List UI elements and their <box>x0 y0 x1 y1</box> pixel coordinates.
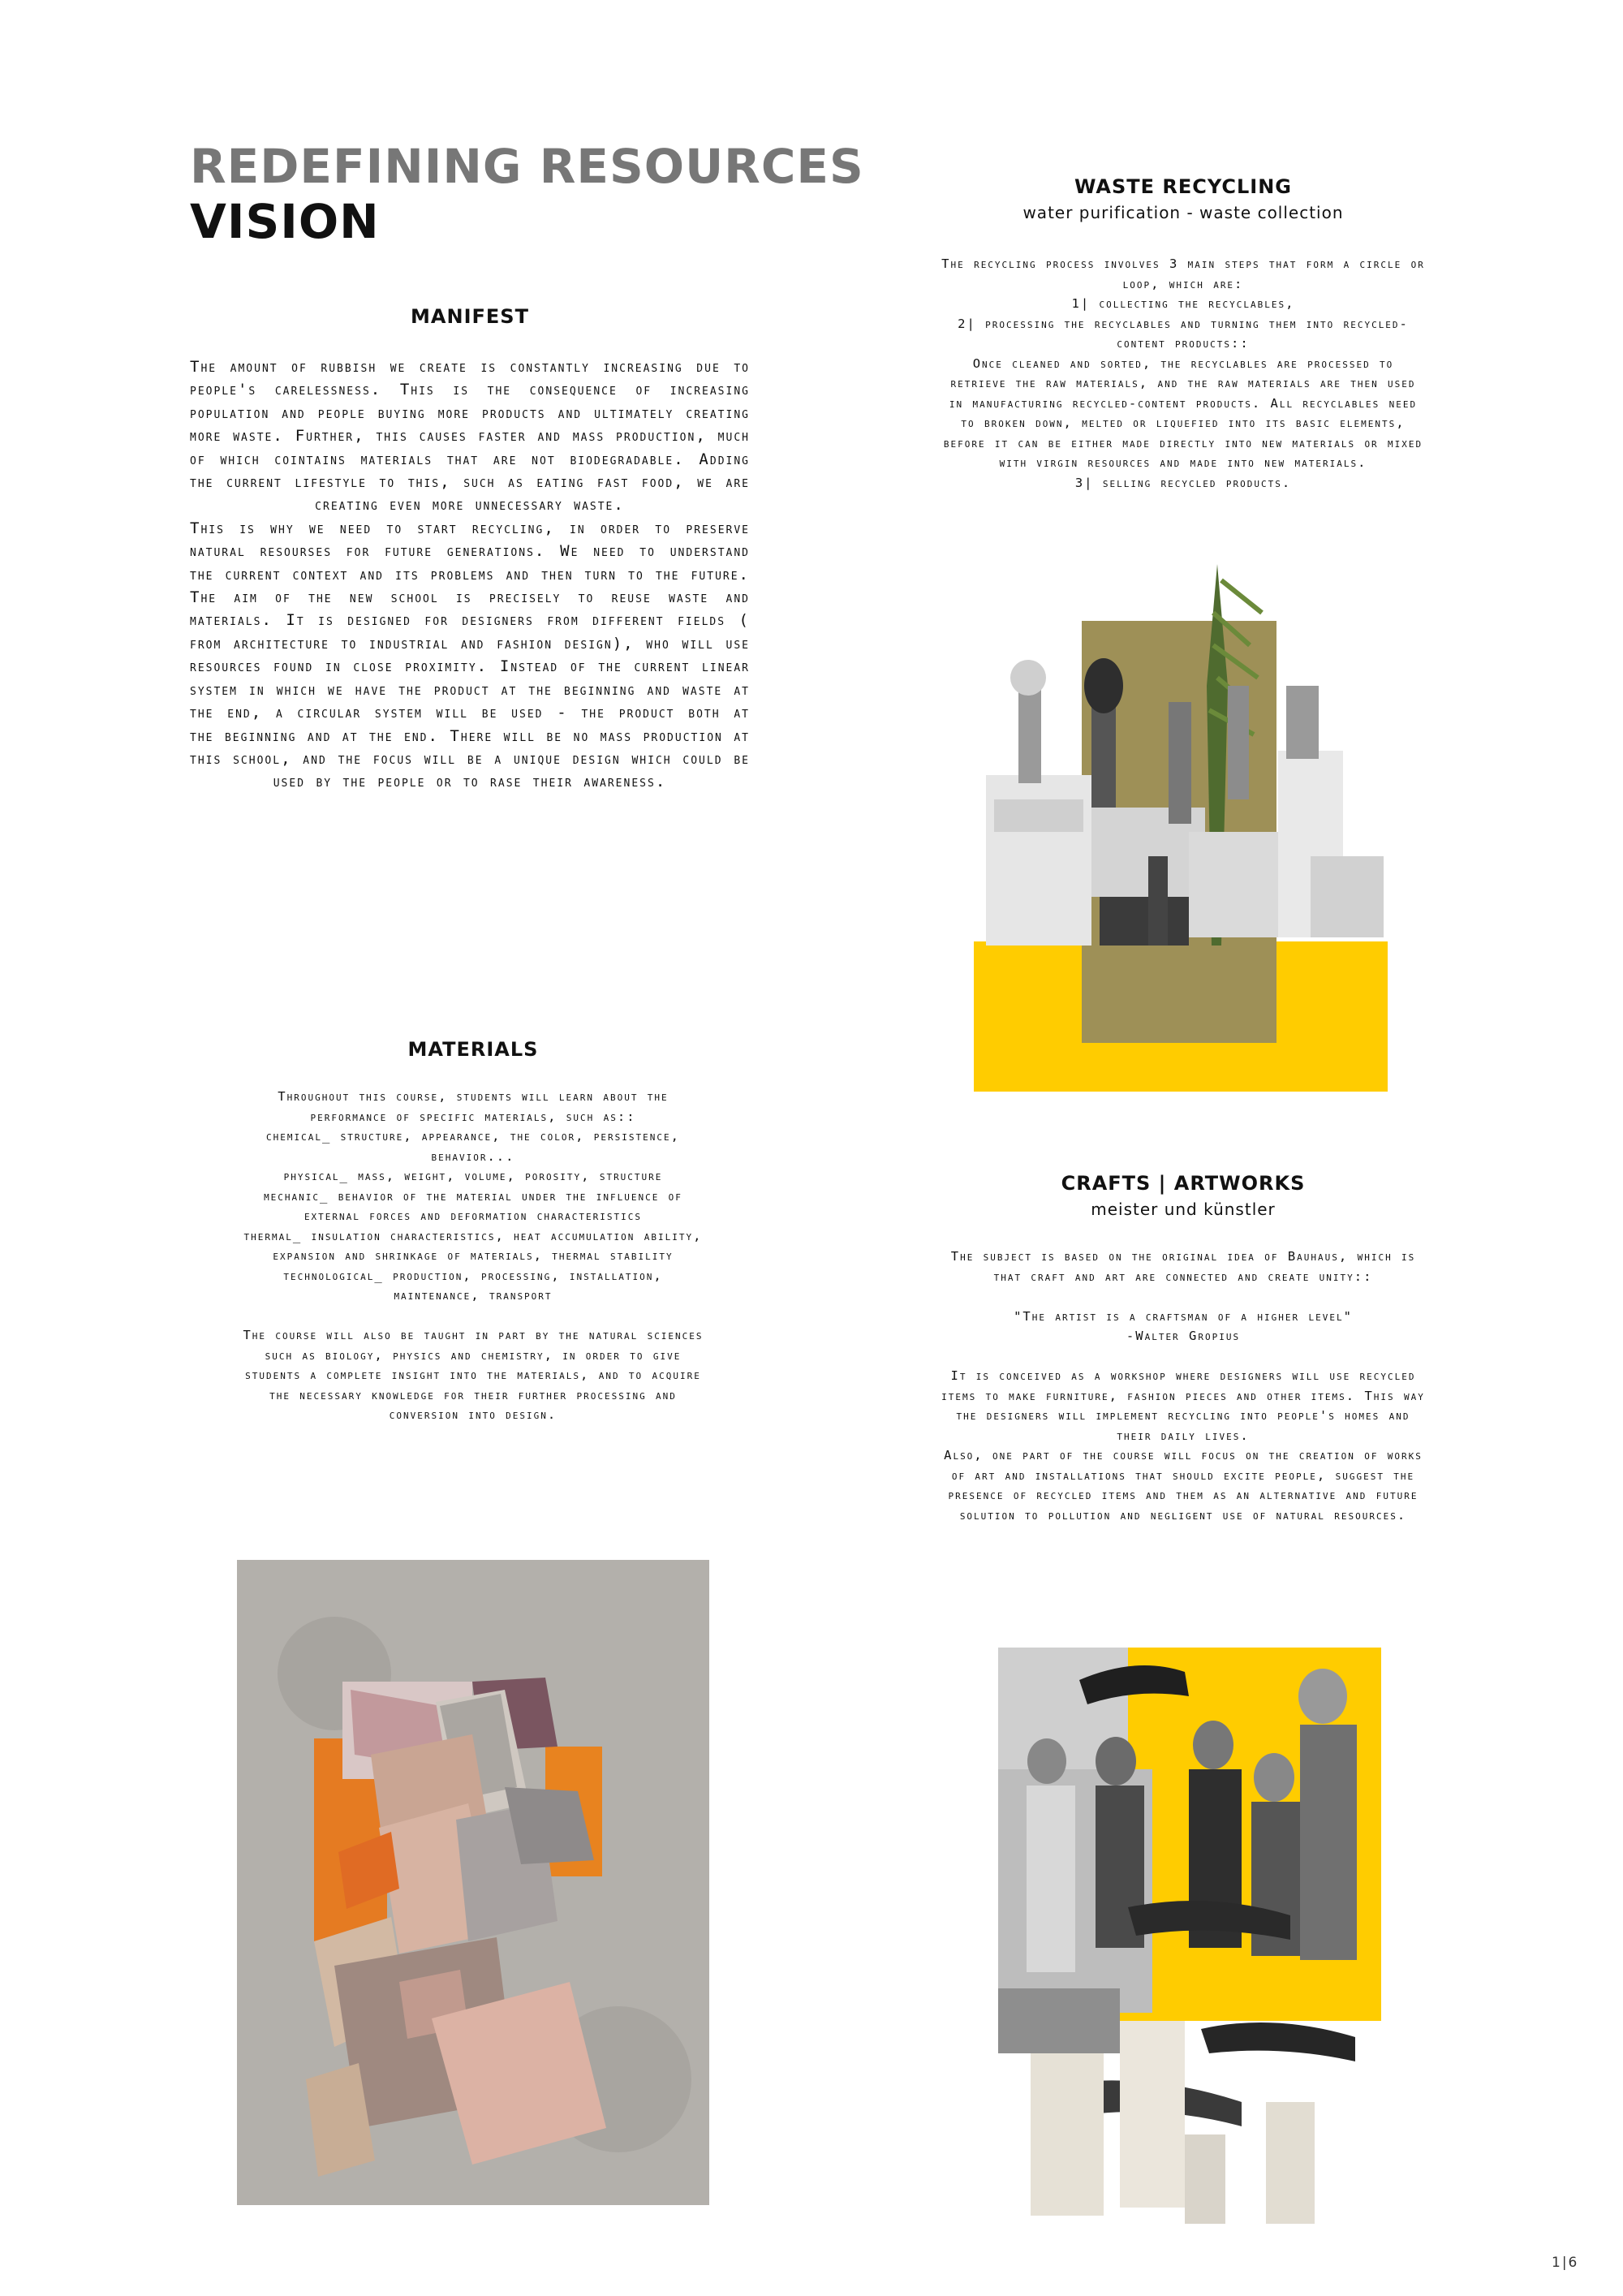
recycling-collage-image <box>970 564 1392 1092</box>
page-title-line2: VISION <box>190 194 380 249</box>
page-title-line1: REDEFINING RESOURCES <box>190 139 864 194</box>
crafts-collage-image <box>998 1648 1381 2228</box>
materials-heading: MATERIALS <box>407 1038 539 1061</box>
crafts-heading: CRAFTS | ARTWORKS <box>1061 1172 1306 1195</box>
crafts-subheading: meister und künstler <box>1091 1200 1276 1219</box>
waste-recycling-text: The recycling process involves 3 main steps that form a circle or loop, which are: 1| collecting the recyclables, 2| processing the recyclables and turning them into recycled-content products:: Once cleaned and sorted, the recyclables are processed to retrieve the raw materials, and the raw materials are then used in manufacturing recycled-content products. All recyclables need to broken down, melted or liquefied into its basic elements, before it can be either made directly into new materials or mixed with virgin resources and made into new materials. 3| selling recycled products. <box>941 256 1425 490</box>
materials-text: Throughout this course, students will learn about the performance of specific materials, such as:: chemical_ structure, appearance, the color, persistence, behavior... physical_ mass, weight, volume, porosity, structure mechanic_ behavior of the material under the influence of external forces and deformation characteristics thermal_ insulation characteristics, heat accumulation ability, expansion and shrinkage of materials, thermal stability technological_ production, processing, installation, maintenance, transport The course will also be taught in part by the natural sciences such as biology, physics and chemistry, in order to give students a complete insight into the materials, and to acquire the necessary knowledge for their further processing and conversion into design. <box>243 1089 704 1422</box>
waste-recycling-heading: WASTE RECYCLING <box>1074 175 1292 198</box>
manifest-text: The amount of rubbish we create is constantly increasing due to people's carelessness. This is the consequence of increasing population and people buying more products and ultimately creating more waste. Further, this causes faster and mass production, much of which cointains materials that are not biodegradable. Adding the current lifestyle to this, such as eating fast food, we are creating even more unnecessary waste. This is why we need to start recycling, in order to preserve natural resourses for future generations. We need to understand the current context and its problems and then turn to the future. The aim of the new school is precisely to reuse waste and materials. It is designed for designers from different fields ( from architecture to industrial and fashion design), who will use resources found in close proximity. Instead of the current linear system in which we have the product at the beginning and waste at the end, a circular system will be used - the product both at the beginning and at the end. There will be no mass production at this school, and the focus will be a unique design which could be used by the people or to rase their awareness. <box>190 358 750 791</box>
page-number: 1|6 <box>1552 2255 1579 2271</box>
manifest-heading: MANIFEST <box>411 305 529 328</box>
waste-recycling-subheading: water purification - waste collection <box>1022 203 1344 222</box>
crafts-text: The subject is based on the original idea of Bauhaus, which is that craft and art are connected and create unity:: "The artist is a craftsman of a higher level" -Walter Gropius It is conceived as a workshop where designers will use recycled items to make furniture, fashion pieces and other items. This way the designers will implement recycling into people's homes and their daily lives. Also, one part of the course will focus on the creation of works of art and installations that should excite people, suggest the presence of recycled items and them as an alternative and future solution to pollution and negligent use of natural resources. <box>941 1249 1425 1523</box>
materials-collage-image <box>237 1560 709 2205</box>
